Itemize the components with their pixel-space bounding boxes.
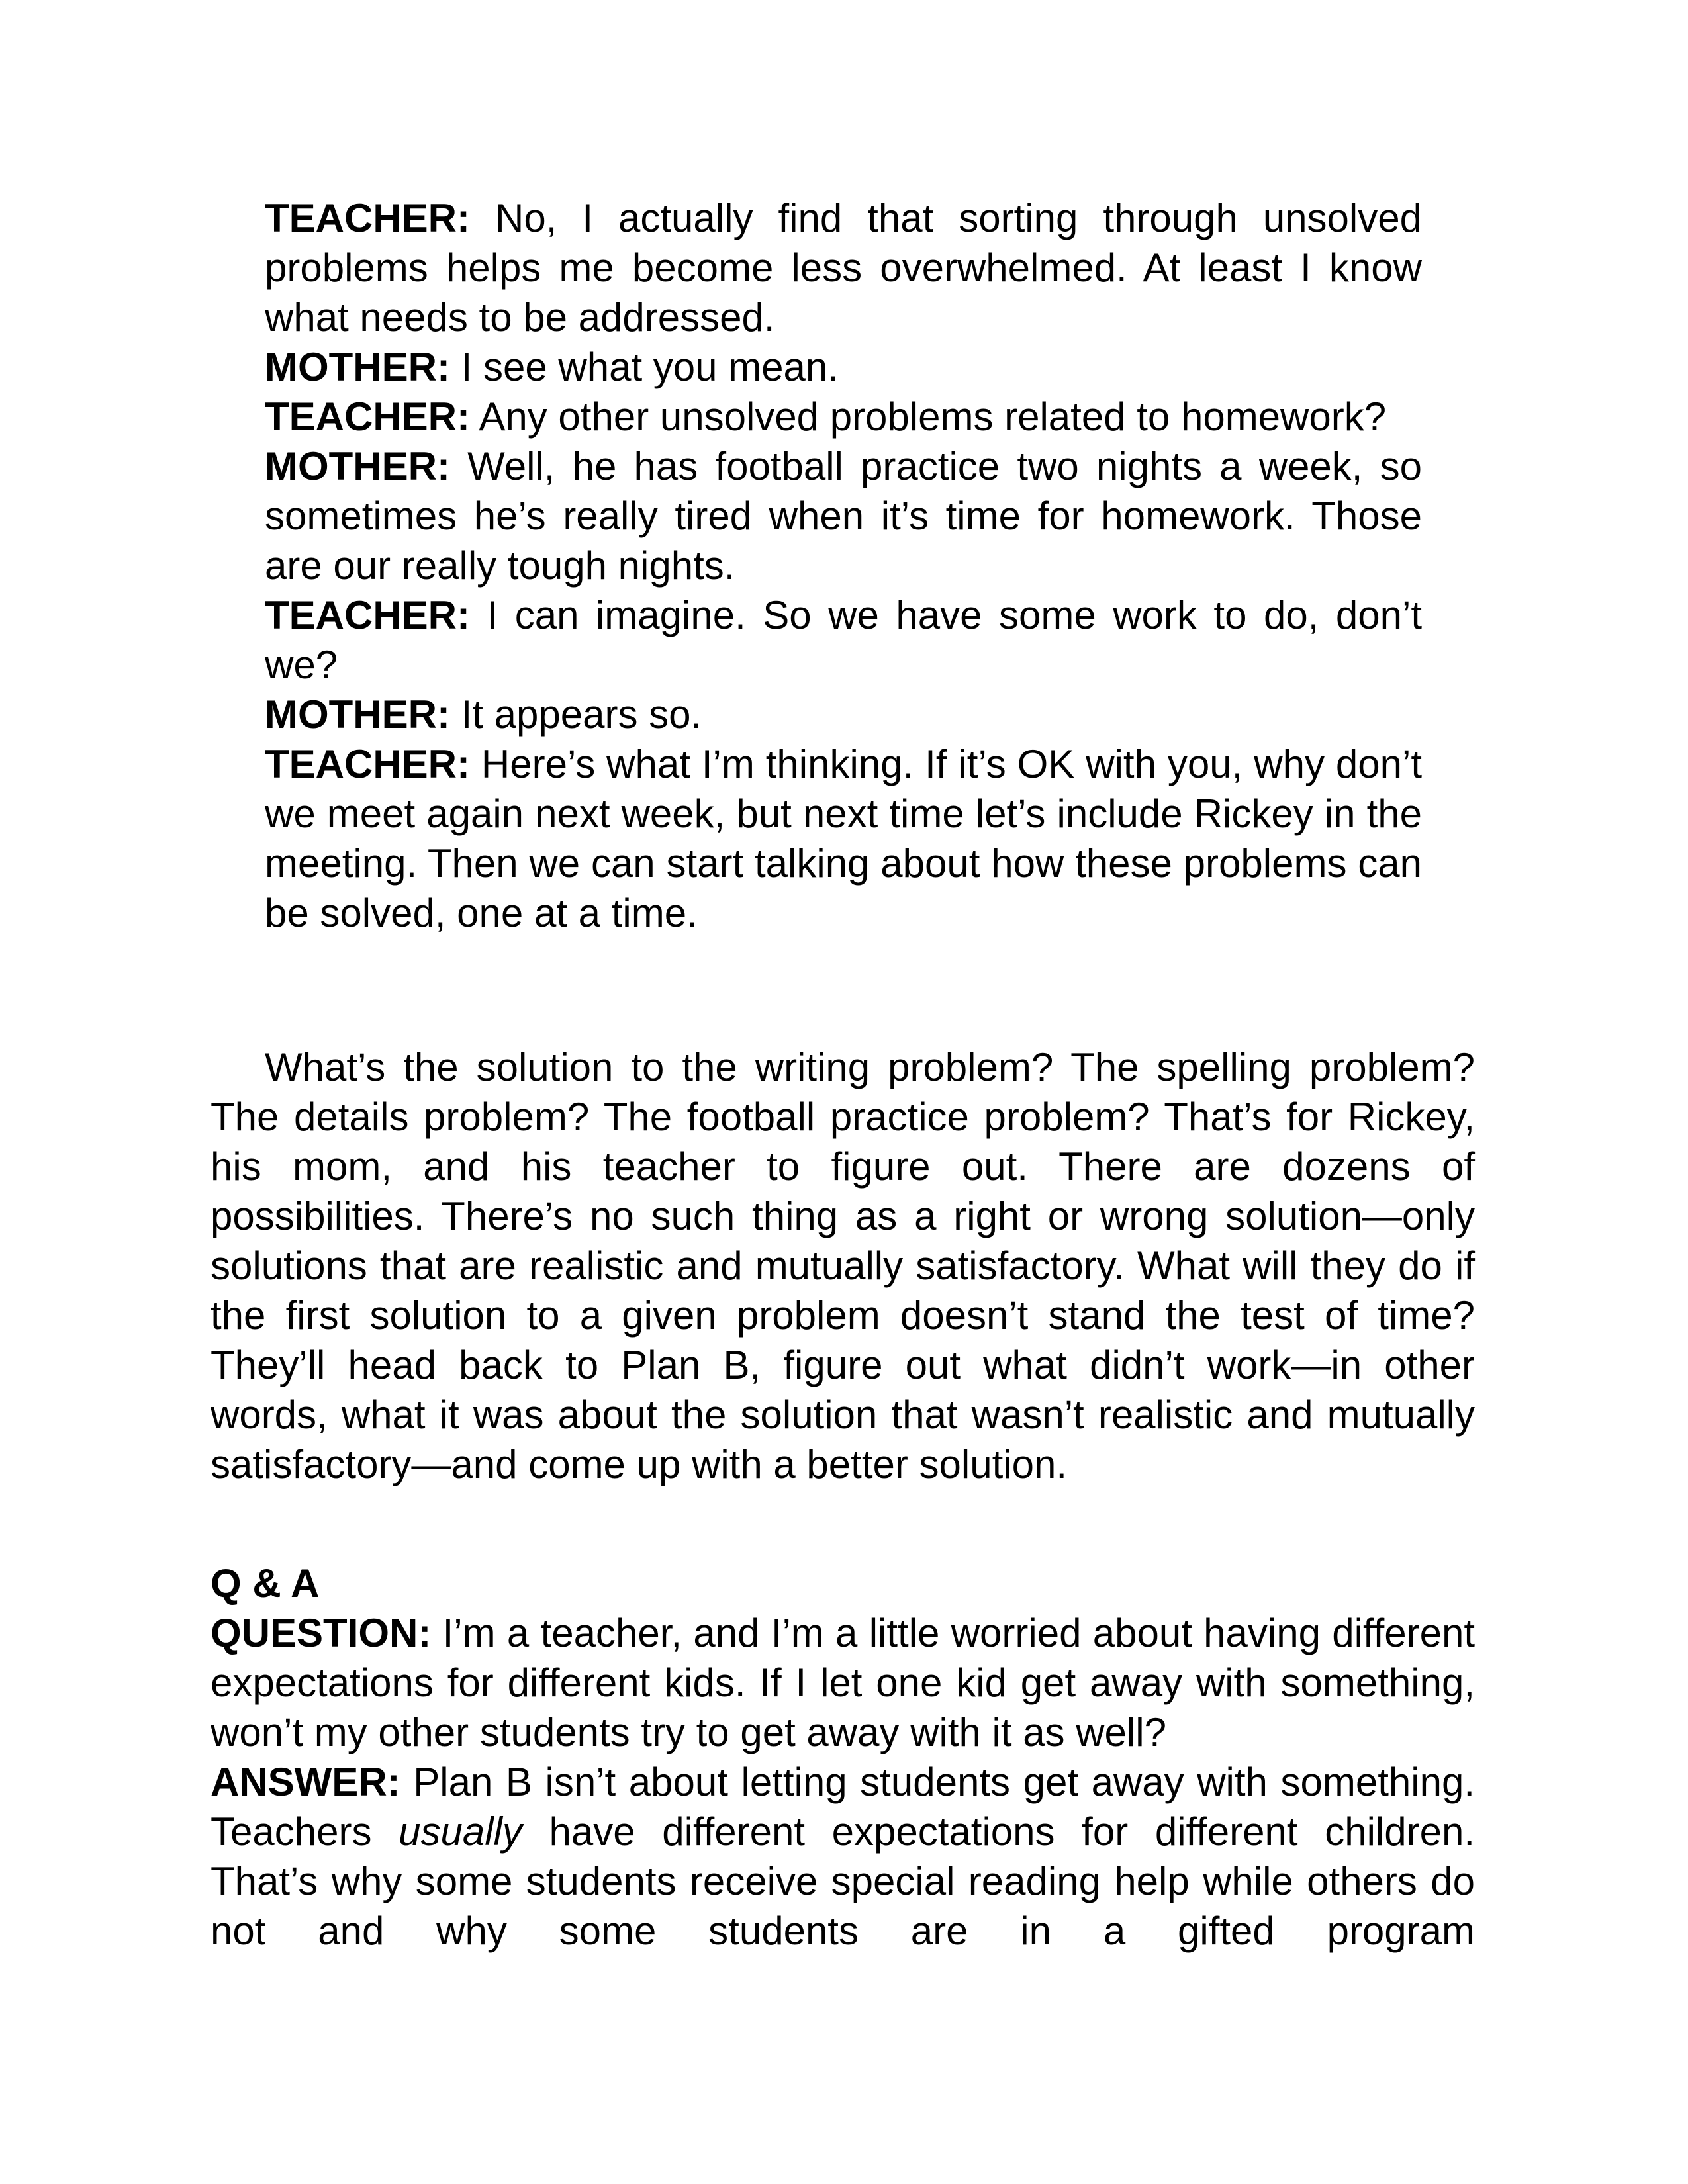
- dialogue-text: I can imagine. So we have some work to do, don’t we?: [265, 593, 1422, 687]
- dialogue-text: Any other unsolved problems related to homework?: [470, 394, 1387, 439]
- dialogue-block: [265, 193, 1422, 938]
- qa-block: [211, 1608, 1475, 1956]
- dialogue-line: [265, 193, 1422, 342]
- speaker-label: MOTHER:: [265, 692, 450, 737]
- speaker-label: MOTHER:: [265, 444, 450, 488]
- dialogue-line: [265, 441, 1422, 590]
- dialogue-text: Well, he has football practice two nights a week, so sometimes he’s really tired when it’s time for homework. Those are our really tough nights.: [265, 444, 1422, 588]
- question-text: I’m a teacher, and I’m a little worried about having different expectations for different kids. If I let one kid get away with something, won’t my other students try to get away with it as well?: [211, 1611, 1475, 1754]
- answer-emphasis: usually: [399, 1809, 522, 1854]
- dialogue-line: [265, 590, 1422, 690]
- speaker-label: TEACHER:: [265, 196, 470, 240]
- dialogue-line: [265, 739, 1422, 938]
- answer-text: Plan B isn’t about letting students get away with something. Teachers: [211, 1760, 1475, 1854]
- speaker-label: TEACHER:: [265, 593, 470, 637]
- question-label: QUESTION:: [211, 1611, 432, 1655]
- dialogue-text: I see what you mean.: [449, 345, 839, 389]
- dialogue-text: Here’s what I’m thinking. If it’s OK with you, why don’t we meet again next week, but next time let’s include Rickey in the meeting. Then we can start talking about how these problems can be solved, one at a time.: [265, 742, 1422, 935]
- speaker-label: MOTHER:: [265, 345, 450, 389]
- body-paragraph: What’s the solution to the writing problem? The spelling problem? The details problem? The football practice problem? That’s for Rickey, his mom, and his teacher to figure out. There are dozens of possibilities. There’s no such thing as a right or wrong solution—only solutions that are realistic and mutually satisfactory. What will they do if the first solution to a given problem doesn’t stand the test of time? They’ll head back to Plan B, figure out what didn’t work—in other words, what it was about the solution that wasn’t realistic and mutually satisfactory—and come up with a better solution.: [211, 1045, 1475, 1486]
- dialogue-text: No, I actually find that sorting through unsolved problems helps me become less overwhelmed. At least I know what needs to be addressed.: [265, 196, 1422, 340]
- speaker-label: TEACHER:: [265, 394, 470, 439]
- dialogue-line: [265, 690, 1422, 739]
- dialogue-line: [265, 392, 1422, 441]
- dialogue-line: [265, 342, 1422, 392]
- answer-label: ANSWER:: [211, 1760, 400, 1804]
- qa-heading: Q & A: [211, 1561, 320, 1606]
- answer-text-continued: have different expectations for different children. That’s why some students receive special reading help while others do not and why some students are in a gifted program: [211, 1809, 1475, 1953]
- question-paragraph: [211, 1608, 1475, 1757]
- dialogue-text: It appears so.: [449, 692, 702, 737]
- speaker-label: TEACHER:: [265, 742, 470, 786]
- answer-paragraph: [211, 1757, 1475, 1956]
